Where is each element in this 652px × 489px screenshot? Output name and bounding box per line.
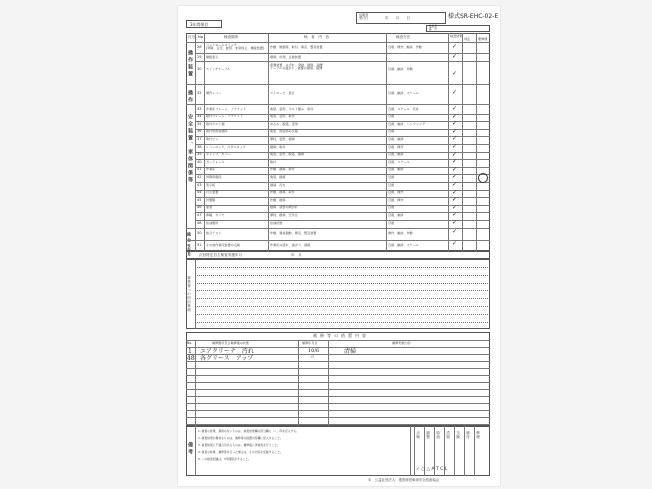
row-no: 43 [197,182,202,187]
row-method: 目視 [388,129,395,134]
repair-head-date: 補修年月日 [302,341,318,345]
row-method: 目視、触診 [388,167,404,172]
row-no: 50 [197,231,202,235]
next-inspection-label: 次回特定自主検査実施年月 [199,253,243,257]
row-location: キャップ、カバー [206,152,231,157]
row-method: 目視 [388,205,395,210]
check-mark: ✓ [452,112,458,120]
col-location: 検査箇所 [224,35,239,39]
row-no: 41 [197,167,202,172]
row-method: 目視、触診 [388,152,404,157]
row-no: 38 [197,144,202,149]
row-content: 給油状態 [270,220,283,225]
row-location: 作業床 [206,167,216,172]
check-mark: ✓ [452,196,458,204]
inspection-sheet [178,6,500,486]
row-content: 作動、異常振動、異音、警音装置 [270,231,317,235]
repair-entry-date: 10/6 [308,348,320,354]
row-no: 36 [197,129,202,134]
row-content: ストローク、遊び [270,91,295,95]
retention-box [186,20,222,28]
row-location: スイッチケーブル [206,67,231,71]
row-location: コントロールスイッチ (昇降、走行、旋回、非常停止、操縦装置) [206,43,265,51]
check-mark: ✓ [452,203,458,211]
row-location: 取付用溶接箇所 [206,129,228,134]
inspection-table [186,33,490,251]
repair-entry-no: 1 [188,348,192,355]
note-line: 4. 検査の結果、補修等を行った場合は、その内容を記録すること。 [198,450,283,454]
row-no: 39 [197,152,202,157]
note-line: 1. 検査の結果、異常のないものは、検査結果欄の該当欄に「✓」印を記入する。 [198,429,299,433]
row-method: 目視、触診、作動 [388,67,413,71]
row-method: 目視 [388,174,395,179]
row-content: 亀裂、変形、取付 [270,114,295,119]
repair-head-no: No. [187,341,193,345]
row-location: 塗装 [206,205,213,210]
legend-item: 給油 [436,431,441,439]
col-no: No [198,35,203,39]
legend-item: 調整 [426,431,431,439]
row-location: ガードレール [206,159,225,164]
row-method: 目視、操作 [388,144,404,149]
row-no: 44 [197,190,202,195]
next-inspection-value: 年 月 [291,253,302,257]
row-method: 目視、操作 [388,197,404,202]
section-label: 操作装置 [187,50,193,78]
check-mark: ✓ [452,173,458,181]
row-location: 昇降用階段 [206,174,222,179]
row-no: 28 [197,45,202,49]
row-content: 損傷、計測、点検装置 [270,55,301,59]
insp-no-label: 検査者 番 号 [429,25,437,31]
row-location: その他作業床装置の点検 [206,243,241,247]
check-mark: ✓ [452,150,458,158]
check-mark: ✓ [452,211,458,219]
row-no: 32 [197,91,202,95]
row-method: 目視、操作、触診、作動 [388,45,423,49]
check-mark: ✓ [452,228,458,235]
row-content: 作動、損傷 [270,197,286,202]
legend-item: 交換 [456,431,461,439]
row-content: 損傷、汚れ [270,182,286,187]
row-location: レバーロック、ペダルロック [206,144,246,149]
col-content: 検 査 内 容 [304,35,330,39]
row-content: 保護装置、はずれ、発熱、損傷、固縛 ケーブルの曲がり、被覆の損傷、固縛 [270,63,323,71]
row-location: 総合テスト [206,231,222,235]
row-location: 取付フレーム、ブラケット [206,114,243,119]
repair-head-content: 補修実施内容 [392,341,411,345]
row-location: 灯火装置 [206,190,219,195]
row-location: 操縦表示 [206,55,219,59]
repair-head-loc: 補修箇所及び補修後の状態 [212,341,250,345]
row-no: 46 [197,205,202,210]
check-mark: ✓ [452,188,458,196]
repair-entry-date: 〃 [310,355,316,361]
row-no: 45 [197,197,202,202]
operator-remarks-box [186,259,490,329]
row-method: 目視 [388,182,395,187]
col-repair: 要修理 [478,37,488,41]
next-inspection-box [186,251,490,259]
row-method: 目視、触診、スケール [388,243,419,247]
row-method: 目視、触診 [388,136,404,141]
note-line: 3. 検査結果に不適合があるものは、補修後に再検査を行うこと。 [198,443,280,447]
legend-item: 修理 [476,431,481,439]
row-location: 操作レバー [206,91,222,95]
row-method: 操作、触診、作動 [388,231,413,235]
row-content: 作業床の揺れ、曲がり、損傷 [270,243,311,247]
check-mark: ✓ [452,240,458,247]
inspector-stamp [478,173,488,183]
check-mark: ✓ [452,53,458,60]
repair-entry-loc: 各グリース アップ [200,355,254,362]
row-no: 29 [197,55,202,59]
row-method: 目視、触診 [388,212,404,217]
section-label: 安全装置、車体関係等 [187,114,193,184]
row-method: 目視 [388,114,395,119]
check-mark: ✓ [452,181,458,188]
repair-entry-loc: エアクリーナ 汚れ [200,348,254,355]
row-content: 作動、損傷、取付 [270,190,295,195]
notes-label: 備考 [187,442,193,456]
row-content: 亀裂、溶接部の欠陥 [270,129,298,134]
check-mark: ✓ [452,70,458,77]
row-content: 亀裂、変形、ボルト緩み、取付 [270,106,314,111]
row-content: 亀裂、変形、脱落、損傷 [270,152,305,157]
note-line: 5. この検査記録は、3年間保存すること。 [198,457,251,461]
check-mark: ✓ [452,105,458,112]
row-content: 摩耗、損傷、空気圧 [270,212,298,217]
row-location: 車輪、タイヤ [206,212,225,217]
repair-title: 補修等の措置内容 [313,333,369,338]
row-method: 目視、スケール、打診 [388,106,419,111]
row-no: 48 [197,220,202,225]
row-location: 給油箇所 [206,220,219,225]
row-no: 40 [197,159,202,164]
row-method: 目視、触診、ハンマリング [388,121,426,126]
row-content: ゆるみ、脱落、変形 [270,121,299,126]
check-mark: ✓ [452,43,458,50]
row-no: 42 [197,174,202,179]
check-mark: ✓ [452,120,458,128]
row-location: 計器類 [206,197,216,202]
row-content: 亀裂、損傷 [270,174,286,179]
cert-label: 証明書 発行日 [359,13,369,21]
row-content: 摩耗、変形、損傷 [270,136,295,141]
row-no: 34 [197,114,202,119]
form-number: 様式SR-EHC-02-E [448,13,499,20]
check-mark: ✓ [452,165,458,173]
footer: © 公益社団法人 建設荷役車両安全技術協会 [368,478,440,482]
cert-box [356,12,446,24]
col-method: 検査方法 [396,35,411,39]
row-content: 取付 [270,159,277,164]
check-mark: ✓ [452,143,458,150]
row-no: 33 [197,106,202,111]
row-no: 37 [197,136,202,141]
legend-item: 清掃 [446,431,451,439]
check-mark: ✓ [452,127,458,135]
row-no: 30 [197,67,202,71]
row-no: 47 [197,212,202,217]
row-content: 損傷、取付 [270,144,286,149]
row-location: 取付ボルト類 [206,121,225,126]
row-location: 表示板 [206,182,216,187]
row-method: 目視 [388,220,395,225]
row-location: 作業床フレーム、ブラケット [206,106,247,111]
row-content: 作動、破損等、取付、異音、警音装置 [270,45,323,49]
repair-entry-no: 48 [187,355,195,362]
operator-remarks-label: 事業者への申出事項 [187,276,192,312]
col-judge: 判定 [464,37,471,41]
row-content: 作動、損傷、取付 [270,167,295,172]
date-label: 年 月 日 [385,16,411,20]
note-line: 2. 検査結果が異常なものは、補修等の措置内容欄に記入すること。 [198,436,283,440]
row-method: 目視、触診、スケール [388,91,419,95]
repair-entry-content: 清掃 [344,348,357,355]
section-label: 操作 [187,90,193,104]
legend-symbols: ✓ ○ △ A T C L [416,467,448,472]
check-mark: ✓ [452,135,458,143]
retention-label: 3年間保存 [190,22,209,27]
legend-item: 点検 [416,431,421,439]
row-no: 35 [197,121,202,126]
row-method: 目視、スケール [388,159,410,164]
check-mark: ✓ [452,158,458,166]
insp-no-box [426,25,490,32]
section-label: 総合 [187,232,192,244]
row-content: 損傷、塗装の剥がれ [270,205,298,210]
row-method: 目視、操作 [388,190,404,195]
row-no: 51 [197,243,202,247]
col-kubun: 区分 [188,35,196,39]
col-result: 検査結果 [450,34,463,38]
row-location: 取付ピン [206,136,219,141]
check-mark: ✓ [452,89,458,96]
check-mark: ✓ [452,219,458,226]
section-label: 特記事項 [187,244,191,256]
legend-item: 締付 [466,431,471,439]
